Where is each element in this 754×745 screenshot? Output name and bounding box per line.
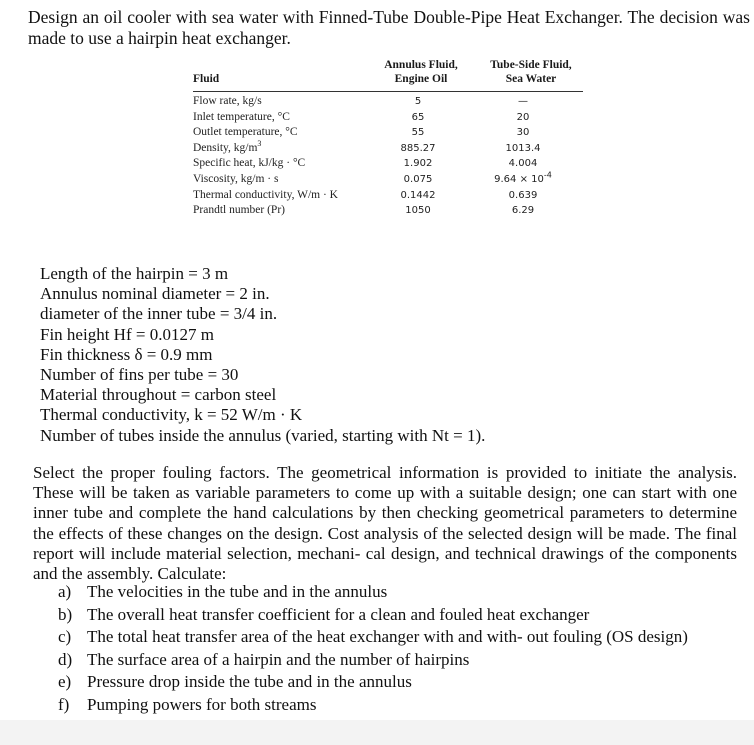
row-annulus-value: 1050 bbox=[405, 205, 431, 217]
table-row bbox=[193, 125, 583, 141]
header-tube-line1: Tube-Side Fluid, bbox=[490, 59, 572, 71]
given-parameters bbox=[40, 264, 485, 446]
row-annulus-value: 0.075 bbox=[403, 173, 433, 185]
list-item-text: The total heat transfer area of the heat exchanger with and with- out fouling (OS design) bbox=[87, 627, 688, 647]
row-tube-value: 6.29 bbox=[511, 205, 535, 217]
header-fluid: Fluid bbox=[193, 73, 220, 85]
list-item-text: Pumping powers for both streams bbox=[87, 694, 317, 714]
list-item-label: d) bbox=[58, 649, 73, 669]
row-name: Prandtl number (Pr) bbox=[193, 204, 285, 217]
task-list bbox=[58, 581, 688, 717]
table-body bbox=[193, 92, 583, 219]
header-tube bbox=[481, 58, 581, 86]
list-item-text: The surface area of a hairpin and the number of hairpins bbox=[87, 649, 470, 669]
list-item-label: a) bbox=[58, 582, 72, 601]
list-item bbox=[58, 581, 688, 604]
list-item-label: e) bbox=[58, 672, 72, 692]
table-row bbox=[193, 172, 583, 188]
row-tube-superscript: -4 bbox=[543, 170, 552, 180]
row-annulus-value: 1.902 bbox=[403, 158, 433, 170]
header-annulus-line2: Engine Oil bbox=[394, 73, 448, 85]
table-row bbox=[193, 138, 583, 157]
list-item-label: c) bbox=[58, 627, 72, 647]
row-name-superscript: 3 bbox=[257, 138, 262, 148]
table-row bbox=[193, 110, 583, 126]
row-name: Inlet temperature, °C bbox=[193, 110, 290, 123]
list-item bbox=[58, 694, 688, 717]
list-item bbox=[58, 604, 688, 627]
row-annulus-value: 0.1442 bbox=[400, 189, 436, 201]
row-annulus-value: 65 bbox=[411, 111, 425, 123]
list-item bbox=[58, 626, 688, 649]
row-tube-value: 20 bbox=[516, 111, 530, 123]
list-item bbox=[58, 649, 688, 672]
given-hairpin-length: Length of the hairpin = 3 m bbox=[40, 264, 229, 283]
list-item-text: The overall heat transfer coefficient for a clean and fouled heat exchanger bbox=[87, 604, 590, 624]
row-name: Flow rate, kg/s bbox=[193, 95, 262, 107]
row-name: Outlet temperature, °C bbox=[193, 126, 298, 139]
given-inner-tube-diameter: diameter of the inner tube = 3/4 in. bbox=[40, 304, 278, 324]
row-name bbox=[193, 138, 262, 157]
row-tube-value: 30 bbox=[516, 127, 530, 139]
table-header bbox=[193, 57, 583, 91]
row-name: Thermal conductivity, W/m · K bbox=[193, 188, 338, 201]
row-tube-value: — bbox=[518, 96, 528, 107]
row-tube-value: 4.004 bbox=[508, 158, 538, 170]
header-annulus-line1: Annulus Fluid, bbox=[384, 59, 458, 71]
bottom-margin bbox=[0, 720, 754, 745]
given-fin-thickness: Fin thickness δ = 0.9 mm bbox=[40, 344, 213, 364]
given-fins-per-tube: Number of fins per tube = 30 bbox=[40, 365, 239, 385]
header-tube-line2: Sea Water bbox=[505, 73, 557, 85]
given-number-of-tubes: Number of tubes inside the annulus (varied, starting with Nt = 1). bbox=[40, 425, 486, 445]
list-item-label: b) bbox=[58, 604, 73, 624]
given-fin-height: Fin height Hf = 0.0127 m bbox=[40, 324, 214, 344]
row-annulus-value: 5 bbox=[414, 96, 422, 107]
problem-intro: Design an oil cooler with sea water with Finned-Tube Double-Pipe Heat Exchanger. The decision was made to use a hairpin heat exchanger. bbox=[28, 7, 750, 48]
row-tube-value bbox=[483, 172, 563, 188]
table-row bbox=[193, 188, 583, 204]
row-annulus-value: 55 bbox=[411, 127, 425, 139]
table-row bbox=[193, 94, 583, 110]
fluid-properties-table bbox=[193, 57, 583, 219]
given-material: Material throughout = carbon steel bbox=[40, 385, 277, 405]
list-item-text: Pressure drop inside the tube and in the annulus bbox=[87, 672, 412, 692]
table-row bbox=[193, 203, 583, 219]
header-annulus bbox=[380, 58, 462, 86]
row-name-text: Density, kg/m bbox=[193, 141, 258, 154]
row-annulus-value: 885.27 bbox=[400, 142, 436, 154]
row-name: Viscosity, kg/m · s bbox=[193, 172, 279, 185]
instructions-paragraph: Select the proper fouling factors. The geometrical information is provided to initiate the analysis. These will be taken as variable parameters to come up with a suitable design; one can start with one inner tube and complete the hand calculations by then checking geometrical parameters to determine the effects of these changes on the design. Cost analysis of the selected design will be made. The final report will include material selection, mechani- cal design, and technical drawings of the components and the assembly. Calculate: bbox=[33, 463, 737, 584]
table-row bbox=[193, 156, 583, 172]
given-annulus-diameter: Annulus nominal diameter = 2 in. bbox=[40, 284, 270, 304]
given-thermal-conductivity: Thermal conductivity, k = 52 W/m · K bbox=[40, 405, 303, 425]
row-name: Specific heat, kJ/kg · °C bbox=[193, 157, 306, 170]
list-item-text: The velocities in the tube and in the annulus bbox=[87, 582, 388, 601]
list-item bbox=[58, 671, 688, 694]
row-tube-value: 1013.4 bbox=[505, 142, 541, 154]
list-item-label: f) bbox=[58, 694, 70, 714]
row-tube-value: 0.639 bbox=[508, 189, 538, 201]
row-tube-text: 9.64 × 10 bbox=[494, 173, 544, 185]
